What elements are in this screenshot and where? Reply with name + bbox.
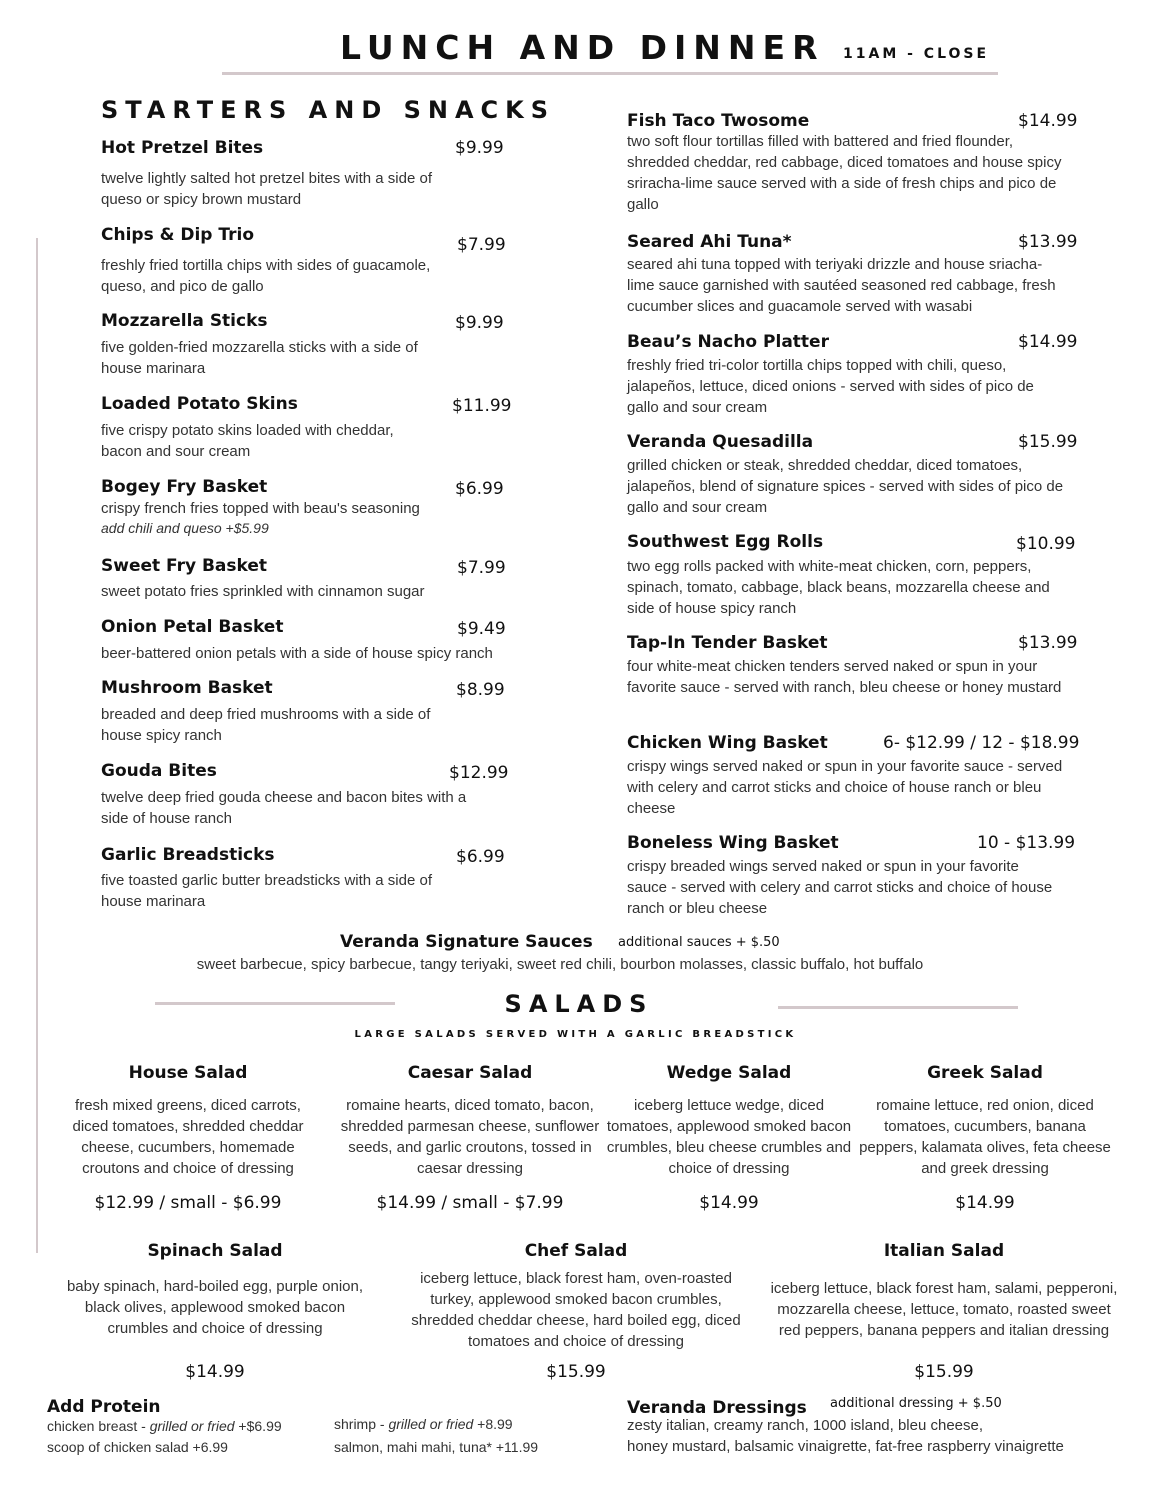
menu-title: LUNCH AND DINNER	[340, 28, 825, 67]
sauces-title: Veranda Signature Sauces	[340, 932, 593, 952]
item-name: Bogey Fry Basket	[101, 477, 268, 497]
salad-price: $15.99	[914, 1362, 974, 1382]
item-name: Tap-In Tender Basket	[627, 633, 828, 653]
item-name: Chips & Dip Trio	[101, 225, 254, 245]
protein-line	[334, 1439, 538, 1455]
salad-price: $14.99	[185, 1362, 245, 1382]
item-name: Veranda Quesadilla	[627, 432, 814, 452]
protein-line	[47, 1418, 282, 1434]
left-accent-line	[36, 238, 38, 1253]
item-name: Loaded Potato Skins	[101, 394, 298, 414]
item-price: $6.99	[455, 479, 504, 499]
salad-description: iceberg lettuce, black forest ham, oven-roasted turkey, applewood smoked bacon crumbles, shredded cheddar cheese, hard boiled egg, diced tomatoes and choice of dressing	[411, 1270, 741, 1350]
protein-line-text: shrimp -	[334, 1416, 389, 1432]
item-price: $9.49	[457, 619, 506, 639]
salad-description: iceberg lettuce, black forest ham, salami, pepperoni, mozzarella cheese, lettuce, tomato, roasted sweet red peppers, banana peppers and italian dressing	[770, 1280, 1118, 1339]
protein-line-price: +8.99	[473, 1416, 513, 1432]
salad-name: Spinach Salad	[147, 1241, 283, 1261]
item-description: four white-meat chicken tenders served naked or spun in your favorite sauce - served with ranch, bleu cheese or honey mustard	[627, 658, 1062, 696]
salad-description: romaine lettuce, red onion, diced tomatoes, cucumbers, banana peppers, kalamata olives, feta cheese and greek dressing	[859, 1097, 1111, 1177]
item-addon-note: add chili and queso +$5.99	[101, 520, 269, 536]
item-description: sweet potato fries sprinkled with cinnamon sugar	[101, 583, 425, 600]
item-price: $14.99	[1018, 332, 1078, 352]
sauces-note: additional sauces + $.50	[618, 935, 780, 950]
starters-heading: STARTERS AND SNACKS	[101, 96, 556, 124]
item-name: Onion Petal Basket	[101, 617, 284, 637]
protein-line-emphasis: grilled or fried	[149, 1418, 235, 1434]
item-price: $12.99	[449, 763, 509, 783]
protein-title: Add Protein	[47, 1397, 161, 1417]
item-name: Boneless Wing Basket	[627, 833, 839, 853]
item-price: $7.99	[457, 558, 506, 578]
hours-label: 11AM - CLOSE	[843, 46, 990, 62]
item-name: Chicken Wing Basket	[627, 733, 828, 753]
item-name: Beau’s Nacho Platter	[627, 332, 829, 352]
item-price: $8.99	[456, 680, 505, 700]
item-name: Hot Pretzel Bites	[101, 138, 264, 158]
item-description: five crispy potato skins loaded with cheddar, bacon and sour cream	[101, 422, 394, 460]
dressings-note: additional dressing + $.50	[830, 1396, 1002, 1411]
salad-name: Caesar Salad	[407, 1063, 533, 1083]
item-description: breaded and deep fried mushrooms with a side of house spicy ranch	[101, 706, 431, 744]
item-price: $9.99	[455, 138, 504, 158]
item-price: $14.99	[1018, 111, 1078, 131]
item-name: Garlic Breadsticks	[101, 845, 275, 865]
protein-line-text: salmon, mahi mahi, tuna* +11.99	[334, 1439, 539, 1455]
protein-line-text: scoop of chicken salad +6.99	[47, 1439, 228, 1455]
salad-description: romaine hearts, diced tomato, bacon, shredded parmesan cheese, sunflower seeds, and garlic croutons, tossed in caesar dressing	[340, 1097, 600, 1177]
item-name: Seared Ahi Tuna*	[627, 232, 792, 252]
item-description: crispy wings served naked or spun in your favorite sauce - served with celery and carrot sticks and choice of house ranch or bleu cheese	[627, 758, 1063, 817]
salad-description: iceberg lettuce wedge, diced tomatoes, applewood smoked bacon crumbles, bleu cheese crumbles and choice of dressing	[606, 1097, 852, 1177]
item-name: Mozzarella Sticks	[101, 311, 268, 331]
sauces-list: sweet barbecue, spicy barbecue, tangy teriyaki, sweet red chili, bourbon molasses, classic buffalo, hot buffalo	[196, 956, 924, 973]
item-description: five toasted garlic butter breadsticks with a side of house marinara	[101, 872, 432, 910]
item-price: 10 - $13.99	[977, 833, 1076, 853]
item-name: Gouda Bites	[101, 761, 217, 781]
salads-heading: SALADS	[504, 990, 654, 1018]
item-price: 6- $12.99 / 12 - $18.99	[883, 733, 1080, 753]
header-divider	[222, 72, 998, 75]
item-price: $15.99	[1018, 432, 1078, 452]
item-description: two egg rolls packed with white-meat chicken, corn, peppers, spinach, tomato, cabbage, black beans, mozzarella cheese and side of house spicy ranch	[627, 558, 1050, 617]
salad-name: Italian Salad	[883, 1241, 1005, 1261]
salad-description: fresh mixed greens, diced carrots, diced tomatoes, shredded cheddar cheese, cucumbers, homemade croutons and choice of dressing	[72, 1097, 304, 1177]
protein-line	[47, 1439, 228, 1455]
salad-price: $14.99 / small - $7.99	[376, 1193, 564, 1213]
item-description: twelve lightly salted hot pretzel bites with a side of queso or spicy brown mustard	[101, 170, 433, 208]
dressings-line-2: honey mustard, balsamic vinaigrette, fat-free raspberry vinaigrette	[627, 1438, 1064, 1455]
item-price: $9.99	[455, 313, 504, 333]
item-name: Fish Taco Twosome	[627, 111, 810, 131]
item-name: Sweet Fry Basket	[101, 556, 268, 576]
protein-line-text: chicken breast -	[47, 1418, 150, 1434]
item-description: grilled chicken or steak, shredded cheddar, diced tomatoes, jalapeños, blend of signature spices - served with sides of pico de gallo and sour cream	[627, 457, 1064, 516]
protein-line-price: +$6.99	[234, 1418, 282, 1434]
salad-price: $14.99	[955, 1193, 1015, 1213]
item-description: two soft flour tortillas filled with battered and fried flounder, shredded cheddar, red cabbage, diced tomatoes and house spicy sriracha-lime sauce served with a side of fresh chips and pico de gallo	[627, 133, 1062, 213]
item-description: freshly fried tri-color tortilla chips topped with chili, queso, jalapeños, lettuce, diced onions - served with sides of pico de gallo and sour cream	[627, 357, 1034, 416]
item-description: beer-battered onion petals with a side of house spicy ranch	[101, 645, 493, 662]
salad-name: Chef Salad	[524, 1241, 628, 1261]
item-description: seared ahi tuna topped with teriyaki drizzle and house sriacha-lime sauce garnished with sautéed seasoned red cabbage, fresh cucumber slices and guacamole served with wasabi	[627, 256, 1056, 315]
item-price: $13.99	[1018, 633, 1078, 653]
item-description: crispy breaded wings served naked or spun in your favorite sauce - served with celery and carrot sticks and choice of house ranch or bleu cheese	[627, 858, 1053, 917]
item-description: twelve deep fried gouda cheese and bacon bites with a side of house ranch	[101, 789, 467, 827]
item-price: $13.99	[1018, 232, 1078, 252]
item-description: freshly fried tortilla chips with sides of guacamole, queso, and pico de gallo	[101, 257, 431, 295]
salad-description: baby spinach, hard-boiled egg, purple onion, black olives, applewood smoked bacon crumbles and choice of dressing	[66, 1278, 364, 1337]
dressings-title: Veranda Dressings	[627, 1398, 807, 1418]
salad-name: Wedge Salad	[666, 1063, 792, 1083]
salad-price: $14.99	[699, 1193, 759, 1213]
item-price: $10.99	[1016, 534, 1076, 554]
salad-price: $15.99	[546, 1362, 606, 1382]
item-price: $7.99	[457, 235, 506, 255]
dressings-line-1: zesty italian, creamy ranch, 1000 island, bleu cheese,	[627, 1417, 984, 1434]
item-name: Mushroom Basket	[101, 678, 273, 698]
item-price: $6.99	[456, 847, 505, 867]
item-price: $11.99	[452, 396, 512, 416]
item-description: crispy french fries topped with beau's seasoning	[101, 500, 420, 517]
item-name: Southwest Egg Rolls	[627, 532, 824, 552]
salad-price: $12.99 / small - $6.99	[94, 1193, 282, 1213]
protein-line	[334, 1416, 513, 1432]
salad-name: Greek Salad	[927, 1063, 1043, 1083]
item-description: five golden-fried mozzarella sticks with a side of house marinara	[101, 339, 418, 377]
protein-line-emphasis: grilled or fried	[388, 1416, 474, 1432]
salads-subheading: LARGE SALADS SERVED WITH A GARLIC BREADSTICK	[354, 1029, 797, 1040]
salad-name: House Salad	[128, 1063, 248, 1083]
